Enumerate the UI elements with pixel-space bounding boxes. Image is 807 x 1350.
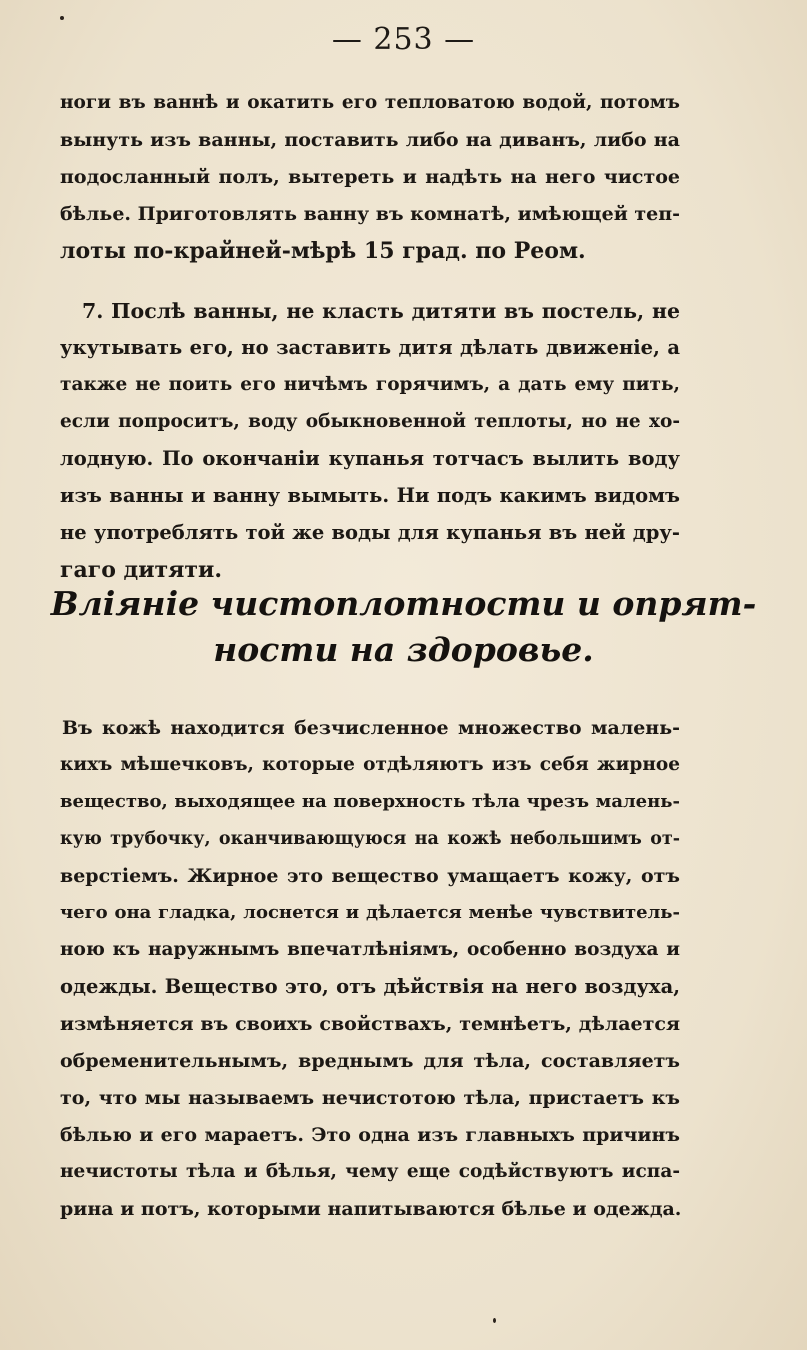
text-line: гаго дитяти. [60,557,223,583]
text-line: также не поить его ничѣмъ горячимъ, а дать ему пить, [60,374,680,395]
page-speck [60,16,64,20]
text-line: 7. Послѣ ванны, не класть дитяти въ постель, не [82,299,680,323]
text-line: то, что мы называемъ нечистотою тѣла, пристаетъ къ [60,1087,680,1109]
text-line: обременительнымъ, вреднымъ для тѣла, составляетъ [60,1050,680,1072]
text-line: бѣлье. Приготовлять ванну въ комнатѣ, имѣющей теп- [60,203,681,225]
text-line: ною къ наружнымъ впечатлѣніямъ, особенно воздуха и [60,939,680,960]
text-line: лоты по-крайней-мѣрѣ 15 град. по Реом. [60,238,586,264]
text-line: одежды. Вещество это, отъ дѣйствія на него воздуха, [60,975,680,998]
text-line: кую трубочку, оканчивающуюся на кожѣ небольшимъ от- [60,829,680,849]
page-speck [493,1318,496,1323]
section-heading-line-1: Вліяніе чистоплотности и опрят- [50,584,757,623]
text-line: вещество, выходящее на поверхность тѣла чрезъ малень- [60,791,680,812]
text-line: если попроситъ, воду обыкновенной теплоты, но не хо- [60,411,680,432]
text-line: изъ ванны и ванну вымыть. Ни подъ какимъ видомъ [60,484,680,507]
text-line: рина и потъ, которыми напитываются бѣлье и одежда. [60,1198,682,1220]
text-line: укутывать его, но заставить дитя дѣлать движеніе, а [60,336,680,359]
text-line: подосланный полъ, вытереть и надѣть на него чистое [60,166,680,188]
text-line: верстіемъ. Жирное это вещество умащаетъ кожу, отъ [60,865,680,887]
text-line: кихъ мѣшечковъ, которые отдѣляютъ изъ себя жирное [60,754,680,775]
text-line: лодную. По окончаніи купанья тотчасъ вылить воду [60,447,680,470]
text-line: чего она гладка, лоснется и дѣлается менѣе чувствитель- [60,902,680,923]
text-line: вынуть изъ ванны, поставить либо на диванъ, либо на [60,129,680,151]
text-line: измѣняется въ своихъ свойствахъ, темнѣетъ, дѣлается [60,1013,680,1035]
text-line: нечистоты тѣла и бѣлья, чему еще содѣйствуютъ испа- [60,1161,680,1182]
text-line: ноги въ ваннѣ и окатить его тепловатою водой, потомъ [60,92,680,113]
section-heading-line-2: ности на здоровье. [213,630,594,669]
text-line: Въ кожѣ находится безчисленное множество малень- [62,717,680,739]
text-line: не употреблять той же воды для купанья въ ней дру- [60,521,680,544]
page-number: — 253 — [331,22,476,57]
text-line: бѣлью и его мараетъ. Это одна изъ главныхъ причинъ [60,1124,680,1146]
